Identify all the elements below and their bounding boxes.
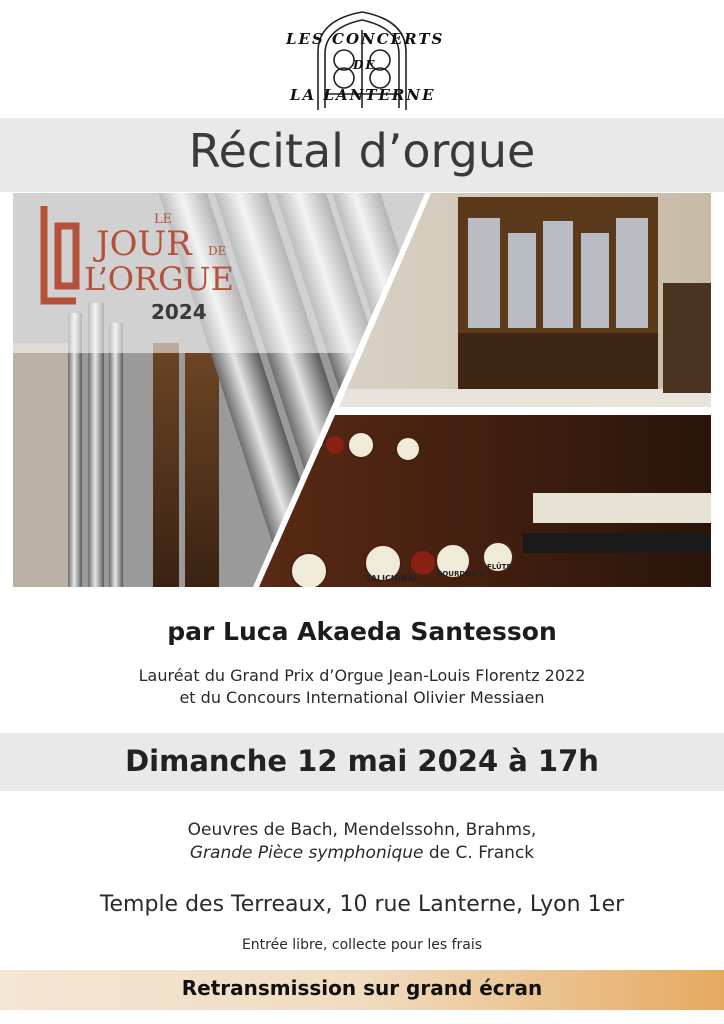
works-line-1: Oeuvres de Bach, Mendelssohn, Brahms,: [187, 820, 537, 840]
credentials-line-1: Lauréat du Grand Prix d’Orgue Jean-Louis Florentz 2022: [138, 666, 586, 685]
works-title-italic: Grande Pièce symphonique: [189, 843, 424, 863]
logo-line-1: LES CONCERTS: [286, 30, 445, 48]
jour-de-l-orgue-badge: [36, 206, 271, 326]
event-date: Dimanche 12 mai 2024 à 17h: [125, 744, 599, 778]
credentials-line-2: et du Concours International Olivier Messiaen: [179, 688, 545, 707]
works-line-2: [0, 843, 724, 863]
entry-info: Entrée libre, collecte pour les frais: [241, 937, 483, 953]
logo-line-2: DE: [353, 58, 377, 72]
logo-line-3: LA LANTERNE: [290, 86, 436, 104]
concert-series-logo: [0, 0, 724, 118]
venue-address: Temple des Terreaux, 10 rue Lanterne, Lyon 1er: [99, 892, 625, 917]
badge-le: LE: [154, 212, 173, 227]
performer-name: par Luca Akaeda Santesson: [167, 617, 557, 646]
stop-label-flute: FLÛTE: [487, 563, 512, 571]
stop-label-bourdon: BOURDON 8: [437, 570, 485, 578]
page-title: Récital d’orgue: [188, 124, 536, 178]
organ-pipe-logo-icon: [36, 206, 84, 306]
badge-de: DE: [208, 244, 227, 258]
badge-year: 2024: [151, 300, 207, 324]
works-composer: de C. Franck: [423, 843, 535, 863]
stop-label-salicional: SALICIONAL: [365, 574, 419, 583]
badge-jour: JOUR: [96, 224, 192, 264]
broadcast-notice: Retransmission sur grand écran: [181, 976, 543, 1000]
badge-orgue: L’ORGUE: [84, 260, 234, 298]
